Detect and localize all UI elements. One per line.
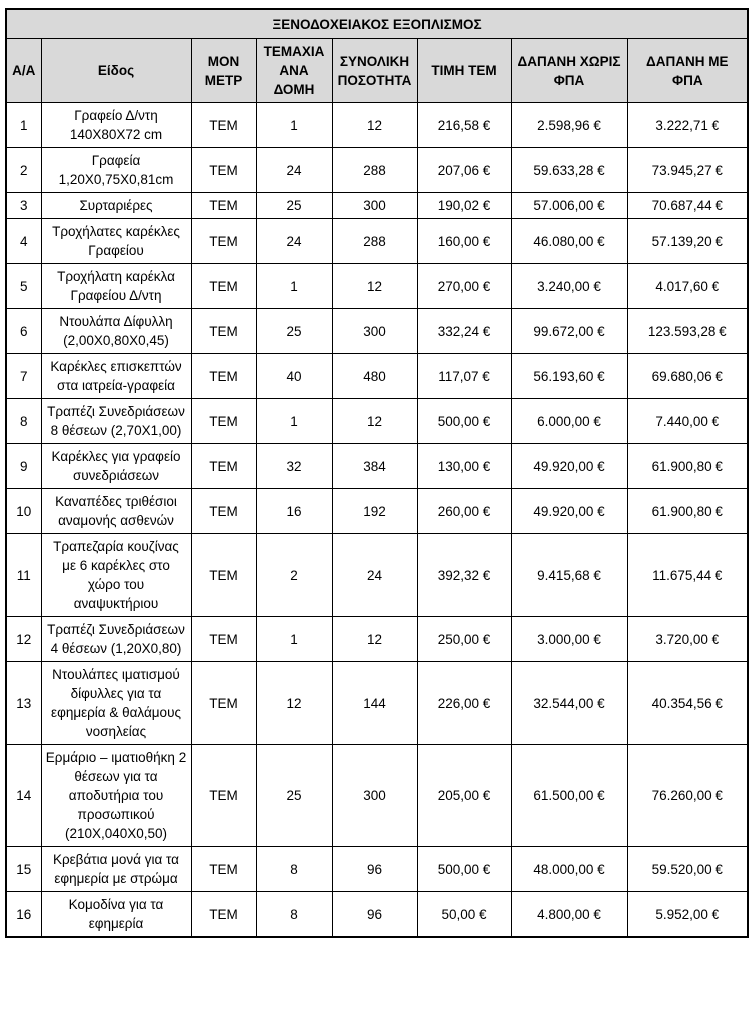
item-name-cell: Γραφεία 1,20X0,75X0,81cm	[41, 148, 191, 193]
pieces-per-unit-cell: 1	[256, 264, 332, 309]
table-row	[6, 193, 748, 219]
row-number-cell: 16	[6, 892, 41, 938]
unit-cell: ΤΕΜ	[191, 745, 256, 847]
table-row	[6, 662, 748, 745]
table-row	[6, 617, 748, 662]
row-number-cell: 2	[6, 148, 41, 193]
cost-no-vat-cell: 4.800,00 €	[511, 892, 627, 938]
cost-with-vat-cell: 61.900,80 €	[627, 444, 748, 489]
row-number-cell: 14	[6, 745, 41, 847]
row-number-cell: 6	[6, 309, 41, 354]
unit-price-cell: 50,00 €	[417, 892, 511, 938]
cost-no-vat-cell: 3.240,00 €	[511, 264, 627, 309]
table-row	[6, 354, 748, 399]
total-quantity-cell: 144	[332, 662, 417, 745]
unit-price-cell: 332,24 €	[417, 309, 511, 354]
table-row	[6, 399, 748, 444]
row-number-cell: 11	[6, 534, 41, 617]
unit-cell: ΤΕΜ	[191, 354, 256, 399]
item-name-cell: Γραφείο Δ/ντη 140X80X72 cm	[41, 103, 191, 148]
cost-with-vat-cell: 4.017,60 €	[627, 264, 748, 309]
pieces-per-unit-cell: 25	[256, 745, 332, 847]
unit-price-cell: 270,00 €	[417, 264, 511, 309]
unit-price-cell: 392,32 €	[417, 534, 511, 617]
pieces-per-unit-cell: 25	[256, 193, 332, 219]
cost-no-vat-cell: 99.672,00 €	[511, 309, 627, 354]
unit-cell: ΤΕΜ	[191, 892, 256, 938]
cost-no-vat-cell: 9.415,68 €	[511, 534, 627, 617]
unit-price-cell: 226,00 €	[417, 662, 511, 745]
total-quantity-cell: 288	[332, 219, 417, 264]
cost-no-vat-cell: 2.598,96 €	[511, 103, 627, 148]
pieces-per-unit-cell: 2	[256, 534, 332, 617]
pieces-per-unit-cell: 40	[256, 354, 332, 399]
unit-price-cell: 205,00 €	[417, 745, 511, 847]
cost-no-vat-cell: 6.000,00 €	[511, 399, 627, 444]
unit-cell: ΤΕΜ	[191, 534, 256, 617]
unit-cell: ΤΕΜ	[191, 148, 256, 193]
total-quantity-cell: 384	[332, 444, 417, 489]
table-row	[6, 444, 748, 489]
total-quantity-cell: 300	[332, 193, 417, 219]
item-name-cell: Τραπεζαρία κουζίνας με 6 καρέκλες στο χώρο του αναψυκτήριου	[41, 534, 191, 617]
pieces-per-unit-cell: 8	[256, 892, 332, 938]
cost-no-vat-cell: 46.080,00 €	[511, 219, 627, 264]
column-header-aa: Α/Α	[6, 39, 41, 103]
total-quantity-cell: 480	[332, 354, 417, 399]
cost-with-vat-cell: 59.520,00 €	[627, 847, 748, 892]
pieces-per-unit-cell: 25	[256, 309, 332, 354]
total-quantity-cell: 300	[332, 309, 417, 354]
pieces-per-unit-cell: 12	[256, 662, 332, 745]
item-name-cell: Ντουλάπες ιματισμού δίφυλλες για τα εφημερία & θαλάμους νοσηλείας	[41, 662, 191, 745]
row-number-cell: 1	[6, 103, 41, 148]
unit-price-cell: 260,00 €	[417, 489, 511, 534]
table-title-row	[6, 9, 748, 39]
table-row	[6, 264, 748, 309]
cost-with-vat-cell: 61.900,80 €	[627, 489, 748, 534]
row-number-cell: 10	[6, 489, 41, 534]
item-name-cell: Καρέκλες για γραφείο συνεδριάσεων	[41, 444, 191, 489]
pieces-per-unit-cell: 1	[256, 617, 332, 662]
table-row	[6, 489, 748, 534]
total-quantity-cell: 96	[332, 847, 417, 892]
pieces-per-unit-cell: 24	[256, 148, 332, 193]
unit-price-cell: 190,02 €	[417, 193, 511, 219]
column-header-price: ΤΙΜΗ ΤΕΜ	[417, 39, 511, 103]
cost-with-vat-cell: 11.675,44 €	[627, 534, 748, 617]
unit-price-cell: 207,06 €	[417, 148, 511, 193]
unit-cell: ΤΕΜ	[191, 264, 256, 309]
unit-cell: ΤΕΜ	[191, 103, 256, 148]
row-number-cell: 12	[6, 617, 41, 662]
total-quantity-cell: 12	[332, 617, 417, 662]
equipment-table	[5, 8, 749, 938]
cost-with-vat-cell: 70.687,44 €	[627, 193, 748, 219]
unit-cell: ΤΕΜ	[191, 617, 256, 662]
pieces-per-unit-cell: 1	[256, 103, 332, 148]
row-number-cell: 3	[6, 193, 41, 219]
item-name-cell: Καναπέδες τριθέσιοι αναμονής ασθενών	[41, 489, 191, 534]
table-title: ΞΕΝΟΔΟΧΕΙΑΚΟΣ ΕΞΟΠΛΙΣΜΟΣ	[6, 9, 748, 39]
cost-with-vat-cell: 76.260,00 €	[627, 745, 748, 847]
cost-with-vat-cell: 5.952,00 €	[627, 892, 748, 938]
total-quantity-cell: 288	[332, 148, 417, 193]
cost-no-vat-cell: 49.920,00 €	[511, 444, 627, 489]
cost-with-vat-cell: 123.593,28 €	[627, 309, 748, 354]
cost-with-vat-cell: 73.945,27 €	[627, 148, 748, 193]
unit-cell: ΤΕΜ	[191, 489, 256, 534]
cost-with-vat-cell: 3.222,71 €	[627, 103, 748, 148]
unit-cell: ΤΕΜ	[191, 219, 256, 264]
item-name-cell: Τραπέζι Συνεδριάσεων 8 θέσεων (2,70X1,00)	[41, 399, 191, 444]
item-name-cell: Τροχήλατες καρέκλες Γραφείου	[41, 219, 191, 264]
cost-no-vat-cell: 48.000,00 €	[511, 847, 627, 892]
unit-cell: ΤΕΜ	[191, 193, 256, 219]
table-row	[6, 745, 748, 847]
unit-price-cell: 130,00 €	[417, 444, 511, 489]
item-name-cell: Συρταριέρες	[41, 193, 191, 219]
table-row	[6, 103, 748, 148]
item-name-cell: Τραπέζι Συνεδριάσεων 4 θέσεων (1,20X0,80)	[41, 617, 191, 662]
item-name-cell: Κρεβάτια μονά για τα εφημερία με στρώμα	[41, 847, 191, 892]
table-header-row	[6, 39, 748, 103]
item-name-cell: Ερμάριο – ιματιοθήκη 2 θέσεων για τα αποδυτήρια του προσωπικού (210X,040X0,50)	[41, 745, 191, 847]
column-header-per-unit: ΤΕΜΑΧΙΑ ΑΝΑ ΔΟΜΗ	[256, 39, 332, 103]
total-quantity-cell: 12	[332, 399, 417, 444]
unit-cell: ΤΕΜ	[191, 309, 256, 354]
cost-with-vat-cell: 57.139,20 €	[627, 219, 748, 264]
cost-no-vat-cell: 3.000,00 €	[511, 617, 627, 662]
item-name-cell: Ντουλάπα Δίφυλλη (2,00X0,80X0,45)	[41, 309, 191, 354]
cost-no-vat-cell: 49.920,00 €	[511, 489, 627, 534]
cost-no-vat-cell: 56.193,60 €	[511, 354, 627, 399]
total-quantity-cell: 24	[332, 534, 417, 617]
total-quantity-cell: 12	[332, 264, 417, 309]
column-header-with-vat: ΔΑΠΑΝΗ ΜΕ ΦΠΑ	[627, 39, 748, 103]
table-body	[6, 103, 748, 938]
table-row	[6, 892, 748, 938]
total-quantity-cell: 96	[332, 892, 417, 938]
cost-no-vat-cell: 32.544,00 €	[511, 662, 627, 745]
cost-no-vat-cell: 57.006,00 €	[511, 193, 627, 219]
unit-price-cell: 500,00 €	[417, 399, 511, 444]
pieces-per-unit-cell: 8	[256, 847, 332, 892]
unit-price-cell: 117,07 €	[417, 354, 511, 399]
cost-with-vat-cell: 7.440,00 €	[627, 399, 748, 444]
row-number-cell: 7	[6, 354, 41, 399]
cost-with-vat-cell: 3.720,00 €	[627, 617, 748, 662]
unit-price-cell: 250,00 €	[417, 617, 511, 662]
pieces-per-unit-cell: 24	[256, 219, 332, 264]
cost-no-vat-cell: 59.633,28 €	[511, 148, 627, 193]
pieces-per-unit-cell: 16	[256, 489, 332, 534]
unit-cell: ΤΕΜ	[191, 847, 256, 892]
unit-price-cell: 216,58 €	[417, 103, 511, 148]
row-number-cell: 15	[6, 847, 41, 892]
total-quantity-cell: 12	[332, 103, 417, 148]
pieces-per-unit-cell: 1	[256, 399, 332, 444]
total-quantity-cell: 300	[332, 745, 417, 847]
row-number-cell: 13	[6, 662, 41, 745]
table-row	[6, 847, 748, 892]
cost-with-vat-cell: 40.354,56 €	[627, 662, 748, 745]
row-number-cell: 4	[6, 219, 41, 264]
unit-cell: ΤΕΜ	[191, 444, 256, 489]
column-header-total-qty: ΣΥΝΟΛΙΚΗ ΠΟΣΟΤΗΤΑ	[332, 39, 417, 103]
unit-cell: ΤΕΜ	[191, 662, 256, 745]
total-quantity-cell: 192	[332, 489, 417, 534]
cost-with-vat-cell: 69.680,06 €	[627, 354, 748, 399]
column-header-unit: ΜΟΝ ΜΕΤΡ	[191, 39, 256, 103]
column-header-no-vat: ΔΑΠΑΝΗ ΧΩΡΙΣ ΦΠΑ	[511, 39, 627, 103]
table-row	[6, 534, 748, 617]
item-name-cell: Κομοδίνα για τα εφημερία	[41, 892, 191, 938]
cost-no-vat-cell: 61.500,00 €	[511, 745, 627, 847]
pieces-per-unit-cell: 32	[256, 444, 332, 489]
item-name-cell: Καρέκλες επισκεπτών στα ιατρεία-γραφεία	[41, 354, 191, 399]
column-header-item: Είδος	[41, 39, 191, 103]
item-name-cell: Τροχήλατη καρέκλα Γραφείου Δ/ντη	[41, 264, 191, 309]
row-number-cell: 9	[6, 444, 41, 489]
unit-price-cell: 160,00 €	[417, 219, 511, 264]
unit-cell: ΤΕΜ	[191, 399, 256, 444]
unit-price-cell: 500,00 €	[417, 847, 511, 892]
table-row	[6, 148, 748, 193]
table-row	[6, 309, 748, 354]
row-number-cell: 8	[6, 399, 41, 444]
table-row	[6, 219, 748, 264]
row-number-cell: 5	[6, 264, 41, 309]
